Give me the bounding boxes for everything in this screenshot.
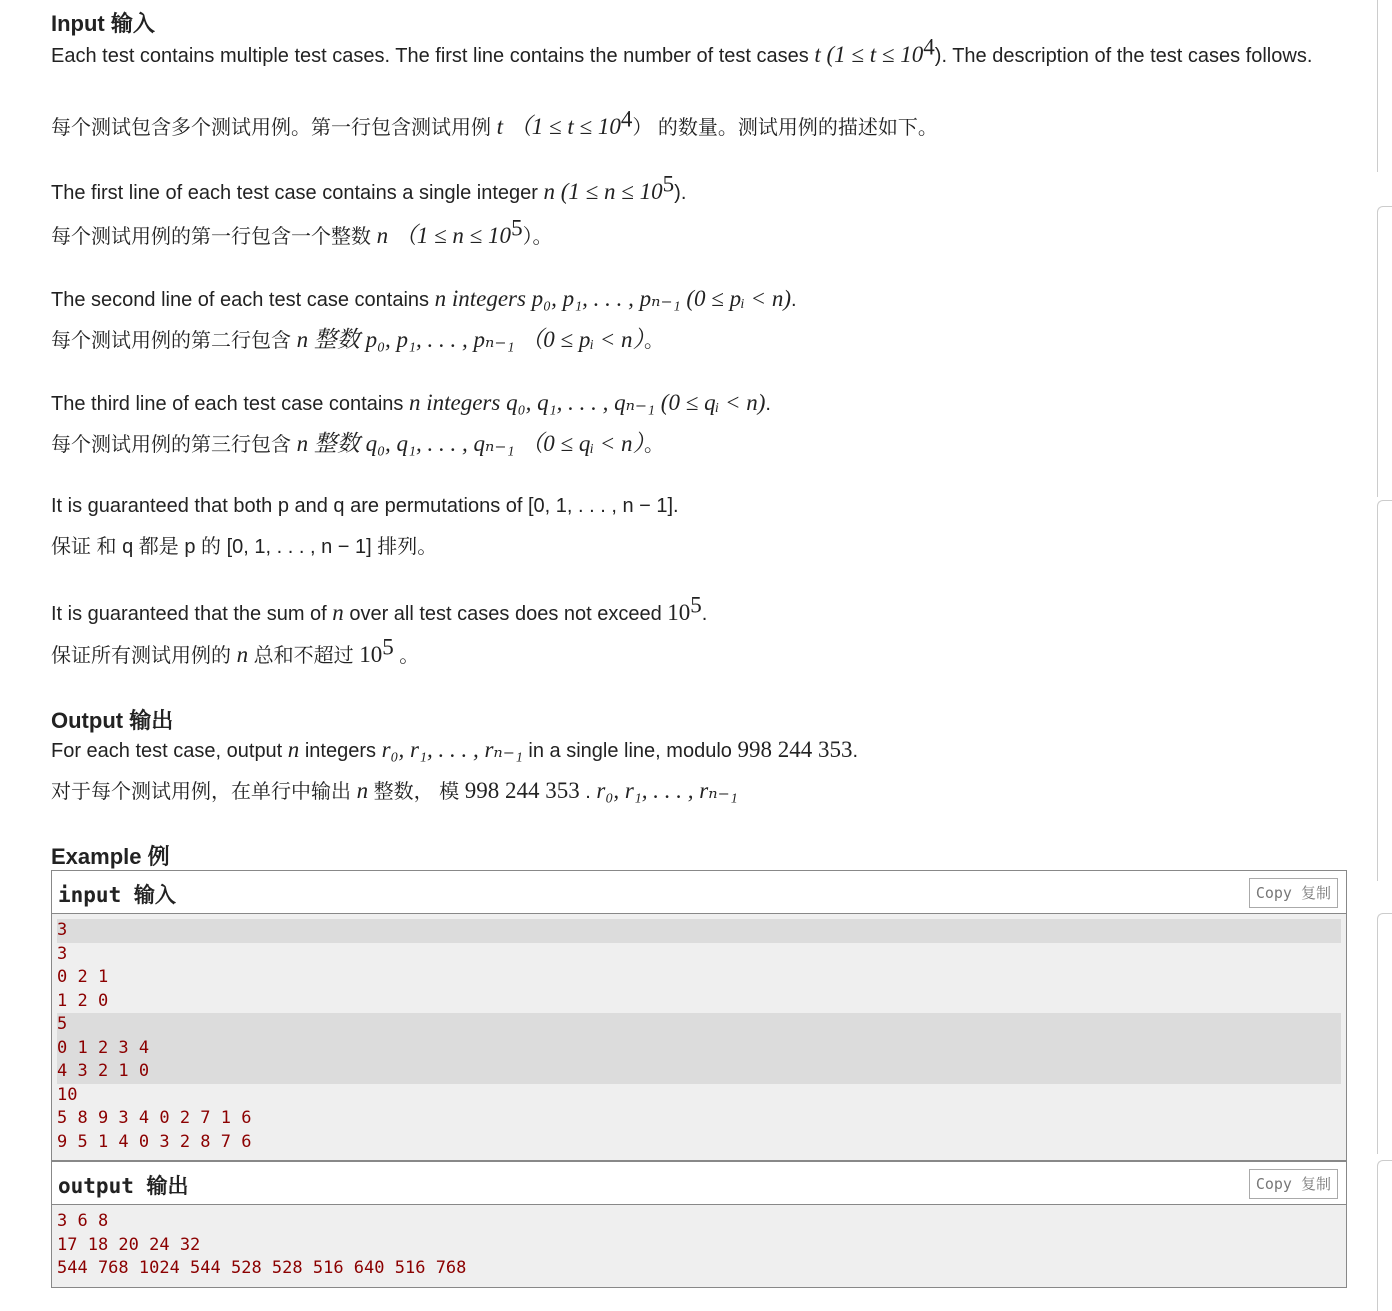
output-line: 17 18 20 24 32 <box>57 1234 201 1255</box>
output-heading: Output 输出 <box>51 708 174 733</box>
example-output-label: output 输出 <box>58 1174 189 1198</box>
text: ）。 <box>522 226 553 248</box>
math: t （1 ≤ t ≤ 10 <box>496 114 621 139</box>
input-line: 9 5 1 4 0 3 2 8 7 6 <box>57 1131 252 1152</box>
copy-input-button[interactable]: Copy 复制 <box>1249 878 1338 908</box>
input-line: 3 <box>57 919 1341 943</box>
math: n integers q₀, q₁, . . . , qₙ₋₁ (0 ≤ qᵢ < n) <box>408 390 766 415</box>
text: The second line of each test case contains <box>51 289 435 311</box>
math: n 整数 p₀, p₁, . . . , pₙ₋₁ （0 ≤ pᵢ < n） <box>296 327 645 352</box>
text: over all test cases does not exceed <box>343 603 668 625</box>
input-line: 4 3 2 1 0 <box>57 1060 1341 1084</box>
text: . <box>852 740 859 762</box>
text: 总和不超过 <box>248 645 360 667</box>
text: It is guaranteed that the sum of <box>51 603 333 625</box>
text: . <box>790 289 797 311</box>
text: 每个测试用例的第二行包含 <box>51 330 297 352</box>
text: 保证所有测试用例的 <box>51 645 237 667</box>
math-sup: 5 <box>662 171 675 197</box>
input-paragraph-2-en <box>51 171 1341 208</box>
input-paragraph-1-zh <box>51 106 1341 143</box>
sidebar-edge <box>1377 1160 1392 1311</box>
math: n integers p₀, p₁, . . . , pₙ₋₁ (0 ≤ pᵢ < n) <box>434 286 791 311</box>
sidebar-edge <box>1377 206 1392 497</box>
math-sup: 4 <box>923 34 935 60</box>
input-paragraph-4-zh <box>51 429 1341 460</box>
input-paragraph-4-en <box>51 388 1341 419</box>
example-output-header <box>52 1162 1346 1205</box>
math-sup: 4 <box>620 106 633 132</box>
copy-output-button[interactable]: Copy 复制 <box>1249 1169 1338 1199</box>
sidebar-edge <box>1377 913 1392 1154</box>
math: n <box>356 778 369 803</box>
math: t (1 ≤ t ≤ 10 <box>814 42 924 67</box>
input-line: 3 <box>57 943 68 964</box>
math-sup: 5 <box>690 592 702 618</box>
input-paragraph-5-zh: 保证 和 q 都是 p 的 [0, 1, . . . , n − 1] 排列。 <box>51 536 438 558</box>
input-line: 0 1 2 3 4 <box>57 1037 1341 1061</box>
text: 每个测试包含多个测试用例。第一行包含测试用例 <box>51 117 497 139</box>
input-heading: Input 输入 <box>51 11 155 36</box>
text: 对于每个测试用例，在单行中输出 <box>51 781 357 803</box>
example-input-header <box>52 871 1346 914</box>
input-paragraph-2-zh <box>51 215 1341 252</box>
math: r₀, r₁, . . . , rₙ₋₁ <box>381 737 523 762</box>
text: 整数， 模 <box>368 781 465 803</box>
text: 每个测试用例的第三行包含 <box>51 434 297 456</box>
input-paragraph-1-en <box>51 34 1341 71</box>
text: ). <box>674 182 687 204</box>
example-heading: Example 例 <box>51 844 170 869</box>
math: n 整数 q₀, q₁, . . . , qₙ₋₁ （0 ≤ qᵢ < n） <box>296 431 645 456</box>
text: integers <box>299 740 382 762</box>
math: n <box>287 737 300 762</box>
text: 每个测试用例的第一行包含一个整数 <box>51 226 377 248</box>
math: 998 244 353 <box>737 737 853 762</box>
output-paragraph-zh <box>51 776 1341 807</box>
sidebar-edge <box>1377 500 1392 881</box>
text: . <box>765 393 771 415</box>
input-line: 5 <box>57 1013 1341 1037</box>
math: 998 244 353 <box>464 778 580 803</box>
math: n (1 ≤ n ≤ 10 <box>543 179 663 204</box>
math: n <box>236 642 249 667</box>
text: in a single line, modulo <box>522 740 738 762</box>
input-paragraph-6-zh <box>51 634 1341 671</box>
input-paragraph-5-en: It is guaranteed that both p and q are permutations of [0, 1, . . . , n − 1]. <box>51 495 679 517</box>
text: ). The description of the test cases follows. <box>934 45 1313 67</box>
sidebar-edge <box>1377 0 1392 172</box>
output-paragraph-en <box>51 735 1341 766</box>
input-line: 10 <box>57 1084 78 1105</box>
example-output-box <box>51 1161 1347 1288</box>
text: 。 <box>393 645 420 667</box>
math-sup: 5 <box>511 215 523 241</box>
text: The first line of each test case contains a single integer <box>51 182 544 204</box>
text: Each test contains multiple test cases. The first line contains the number of test cases <box>51 45 815 67</box>
example-input-box <box>51 870 1347 1161</box>
example-output-content[interactable] <box>52 1205 1346 1287</box>
math-sup: 5 <box>382 634 394 660</box>
text: . <box>579 781 597 803</box>
math: 10 <box>667 600 691 625</box>
input-paragraph-3-en <box>51 284 1341 315</box>
input-line: 5 8 9 3 4 0 2 7 1 6 <box>57 1108 252 1128</box>
text: For each test case, output <box>51 740 288 762</box>
example-input-content[interactable] <box>52 914 1346 1160</box>
math: 10 <box>359 642 383 667</box>
text: ） 的数量。测试用例的描述如下。 <box>632 117 938 139</box>
input-paragraph-3-zh <box>51 325 1341 356</box>
math: n （1 ≤ n ≤ 10 <box>376 223 512 248</box>
input-paragraph-6-en <box>51 592 1341 629</box>
output-line: 544 768 1024 544 528 528 516 640 516 768 <box>57 1258 467 1278</box>
input-line: 0 2 1 <box>57 967 109 987</box>
output-line: 3 6 8 <box>57 1211 109 1231</box>
text: . <box>701 603 708 625</box>
input-line: 1 2 0 <box>57 990 109 1011</box>
math: r₀, r₁, . . . , rₙ₋₁ <box>596 778 738 803</box>
text: The third line of each test case contains <box>51 393 409 415</box>
math: n <box>332 600 344 625</box>
text: 。 <box>644 434 665 456</box>
text: 。 <box>644 330 665 352</box>
example-input-label: input 输入 <box>58 883 176 907</box>
